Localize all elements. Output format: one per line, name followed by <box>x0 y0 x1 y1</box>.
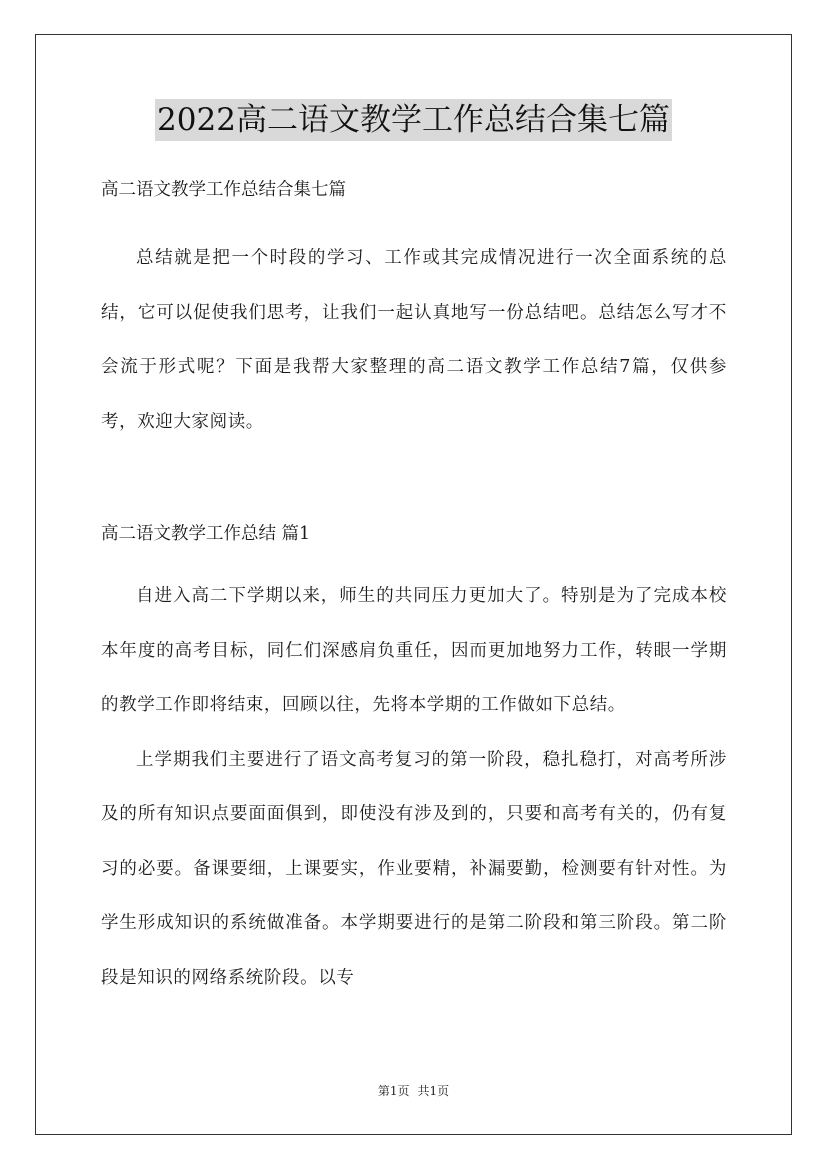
page-number-total: 共1页 <box>417 1084 450 1098</box>
section-1-paragraph-1: 自进入高二下学期以来，师生的共同压力更加大了。特别是为了完成本校本年度的高考目标，同仁们深感肩负重任，因而更加地努力工作，转眼一学期的教学工作即将结束，回顾以往，先将本学期的工作做如下总结。 <box>101 586 727 715</box>
intro-paragraph: 总结就是把一个时段的学习、工作或其完成情况进行一次全面系统的总结，它可以促使我们思考，让我们一起认真地写一份总结吧。总结怎么写才不会流于形式呢？下面是我帮大家整理的高二语文教学工作总结7篇，仅供参考，欢迎大家阅读。 <box>101 248 727 432</box>
section-1-paragraph-2: 上学期我们主要进行了语文高考复习的第一阶段，稳扎稳打，对高考所涉及的所有知识点要面面俱到，即使没有涉及到的，只要和高考有关的，仍有复习的必要。备课要细，上课要实，作业要精，补漏要勤，检测要有针对性。为学生形成知识的系统做准备。本学期要进行的是第二阶段和第三阶段。第二阶段是知识的网络系统阶段。以专 <box>101 749 727 988</box>
document-subtitle: 高二语文教学工作总结合集七篇 <box>101 180 346 200</box>
section-heading-1: 高二语文教学工作总结 篇1 <box>101 524 311 544</box>
page-number-current: 第1页 <box>377 1084 410 1098</box>
intro-block <box>101 231 727 449</box>
section-1-block <box>101 569 727 1005</box>
document-body <box>101 177 727 1005</box>
document-title: 2022高二语文教学工作总结合集七篇 <box>155 99 672 141</box>
page-footer <box>0 1083 827 1099</box>
title-container <box>0 99 827 141</box>
